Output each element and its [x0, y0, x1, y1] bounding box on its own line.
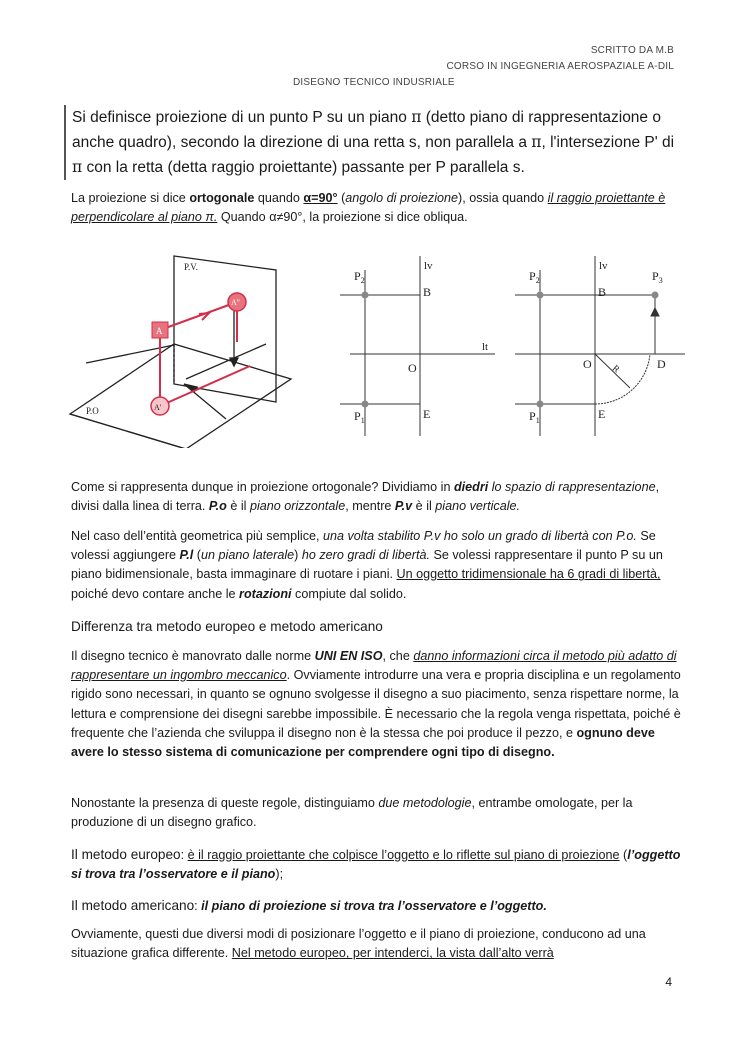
methods-paragraph — [71, 794, 681, 832]
subscript: 2 — [360, 276, 365, 285]
text-bold: ognuno deve avere lo stesso sistema di comunicazione per comprendere ogni tipo di disegno. — [71, 725, 655, 760]
pi-symbol: π — [411, 108, 422, 126]
subscript: 3 — [658, 276, 663, 285]
american-method-label: Il metodo americano — [71, 898, 195, 913]
pi-symbol: π — [531, 133, 542, 151]
degrees-of-freedom-paragraph — [71, 527, 681, 604]
text-underlined: è il raggio proiettante che colpisce l’oggetto e lo riflette sul piano di proiezione — [187, 848, 620, 862]
closing-paragraph — [71, 925, 681, 963]
horizontal-plane-label: P.O — [86, 406, 99, 416]
projection-2d-figure — [340, 250, 500, 440]
subscript: 1 — [535, 416, 540, 425]
text-italic-underlined: danno informazioni circa il metodo più adatto di rappresentare un ingombro meccanico — [71, 649, 677, 683]
text-bold-italic: rotazioni — [239, 586, 292, 601]
vertical-plane — [174, 256, 276, 402]
text-bold-italic: P.o — [208, 499, 227, 514]
text: , entrambe omologate, per la produzione di un disegno grafico. — [71, 796, 633, 830]
american-method-paragraph — [71, 896, 681, 916]
text: è il — [226, 499, 250, 514]
header-subject: DISEGNO TECNICO INDUSRIALE — [293, 77, 455, 88]
text-bold: ortogonale — [189, 191, 255, 205]
text: . Ovviamente introdurre una vera e propria disciplina e un regolamento rigido sono necessari, in quanto se ognuno svolgesse il disegno a suo piacimento, senza rispettare norme, la lettura e comprensione dei disegni sarebbe impossibile. È necessario che la regola venga rispettata, poiché è frequente che l’azienda che sviluppa il disegno non è la stessa che poi produce il pezzo, e — [71, 668, 681, 740]
point-p2-label: P — [529, 269, 536, 283]
projecting-ray-vertical — [160, 302, 237, 330]
projection-3d-figure — [66, 244, 296, 448]
text: Se volessi aggiungere — [71, 529, 656, 563]
ground-line-label: lt — [482, 341, 489, 353]
radius-label: R — [610, 362, 622, 375]
definition-text-2: (detto piano di rappresentazione o anche quadro), secondo la direzione di una retta s, non parallela a — [72, 109, 661, 151]
vertical-plane-label: P.V. — [184, 262, 198, 272]
svg-text:P1 — [354, 409, 365, 425]
origin-label: O — [408, 361, 417, 375]
header-author: SCRITTO DA M.B — [590, 45, 674, 56]
orthogonal-paragraph — [71, 189, 681, 227]
subscript: 1 — [360, 416, 365, 425]
text-italic: due metodologie — [378, 796, 472, 810]
dihedral-paragraph — [71, 478, 681, 516]
text-bold-italic: P.v — [394, 499, 413, 514]
text: Quando α≠90°, la proiezione si dice obliqua. — [217, 210, 468, 225]
point-p1-label: P — [354, 409, 361, 423]
text: La proiezione si dice — [71, 191, 190, 205]
vertical-line-label: lv — [599, 260, 608, 272]
text-italic: piano orizzontale — [249, 499, 346, 514]
point-a-vertical-label: A'' — [231, 298, 240, 307]
text-italic: angolo di proiezione — [345, 191, 459, 205]
text: ( — [619, 848, 628, 862]
text: ); — [275, 867, 284, 882]
text: : — [180, 848, 188, 862]
standards-paragraph — [71, 647, 681, 762]
text: , divisi dalla linea di terra. — [71, 480, 660, 514]
point-d-label: D — [657, 357, 666, 371]
point-p2-label: P — [354, 269, 361, 283]
pi-symbol: π — [72, 158, 83, 176]
text: Come si rappresenta dunque in proiezione ortogonale? Dividiamo in — [71, 480, 454, 494]
text: compiute dal solido. — [291, 586, 407, 601]
text: ( — [337, 191, 346, 205]
definition-text-4: con la retta (detta raggio proiettante) passante per P parallela s. — [82, 159, 525, 176]
text-bold-italic: P.l — [179, 548, 194, 563]
origin-label: O — [583, 357, 592, 371]
definition-paragraph — [64, 105, 682, 180]
text-italic: piano verticale. — [435, 499, 521, 514]
point-a-horizontal-label: A' — [154, 403, 162, 412]
vertical-line-label: lv — [424, 260, 433, 272]
text: Nel caso dell’entità geometrica più semplice, — [71, 529, 323, 543]
text: Ovviamente, questi due diversi modi di posizionare l’oggetto e il piano di proiezione, conducono ad una situazione grafica differente. — [71, 927, 646, 961]
text-italic: ho zero gradi di libertà. — [301, 548, 430, 563]
svg-text:P2 — [529, 269, 540, 285]
european-method-paragraph — [71, 845, 681, 884]
text: quando — [254, 191, 304, 205]
point-b-label: B — [423, 285, 432, 299]
text-underlined: Un oggetto tridimensionale ha 6 gradi di libertà, — [396, 567, 661, 582]
alpha-90-label: α=90° — [303, 191, 338, 205]
text: è il — [412, 499, 436, 514]
subscript: 2 — [535, 276, 540, 285]
point-e-label: E — [598, 407, 606, 421]
text-italic-underlined: il raggio proiettante è perpendicolare al piano π. — [71, 191, 666, 225]
text: poiché devo contare anche le — [71, 586, 240, 601]
text-underlined: Nel metodo europeo, per intenderci, la vista dall’alto verrà — [231, 946, 554, 961]
point-b-label: B — [598, 285, 607, 299]
text-bold-italic: diedri — [453, 480, 489, 494]
header-course: CORSO IN INGEGNERIA AEROSPAZIALE A-DIL — [446, 61, 674, 72]
point-p3-label: P — [652, 269, 659, 283]
text: Se volessi rappresentare il punto P su un piano bidimensionale, basta immaginare di ruotare i piani. — [71, 548, 663, 582]
projection-rotation-figure — [515, 250, 685, 440]
text-bold-italic: UNI EN ISO — [314, 649, 383, 663]
text-bold-italic: il piano di proiezione si trova tra l’osservatore e l’oggetto. — [201, 899, 547, 913]
text-italic: una volta stabilito P.v ho solo un grado di libertà con P.o. — [323, 529, 637, 543]
svg-text:P1 — [529, 409, 540, 425]
svg-text:P2 — [354, 269, 365, 285]
section-title: Differenza tra metodo europeo e metodo americano — [71, 619, 383, 634]
european-method-label: Il metodo europeo — [71, 847, 181, 862]
definition-text-3: , l'intersezione P' di — [541, 134, 675, 151]
text: : — [194, 899, 202, 913]
point-e-label: E — [423, 407, 431, 421]
text: Nonostante la presenza di queste regole, distinguiamo — [71, 796, 379, 810]
text-italic: lo spazio di rappresentazione — [488, 480, 656, 494]
definition-text-1: Si definisce proiezione di un punto P su un piano — [72, 109, 412, 126]
point-a-label: A — [156, 326, 163, 336]
svg-text:P3 — [652, 269, 663, 285]
text: , che — [382, 649, 414, 663]
text: ( — [193, 548, 202, 563]
page-number: 4 — [665, 975, 672, 989]
text: Il disegno tecnico è manovrato dalle norme — [71, 649, 315, 663]
text-bold-italic: l’oggetto si trova tra l’osservatore e il piano — [71, 848, 681, 882]
text: ), ossia quando — [458, 191, 548, 205]
text: ) — [294, 548, 302, 563]
text: , mentre — [345, 499, 395, 514]
point-p1-label: P — [529, 409, 536, 423]
text-italic: un piano laterale — [201, 548, 295, 563]
